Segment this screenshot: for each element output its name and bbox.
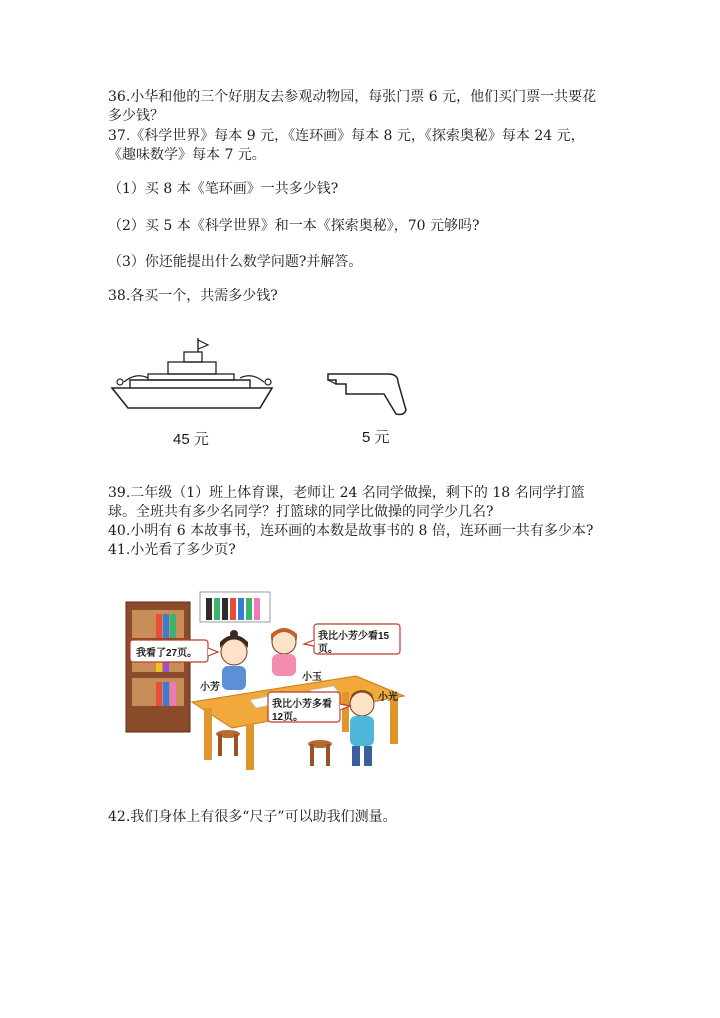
bubble-yu-text-1: 我比小芳少看15 [318,631,390,642]
label-fang: 小芳 [200,682,220,693]
q37-line1: 37.《科学世界》每本 9 元，《连环画》每本 8 元，《探索奥秘》每本 24 元， [108,128,585,144]
ship-price: 45 元 [173,431,209,448]
q37-line2: 《趣味数学》每本 7 元。 [108,147,266,163]
q42-text: 42.我们身体上有很多“尺子”可以助我们测量。 [108,809,397,825]
q37-sub2: （2）买 5 本《科学世界》和一本《探索奥秘》，70 元够吗? [108,218,480,234]
bubble-yu-text-2: 页。 [318,644,338,655]
q36-line2: 多少钱？ [108,108,164,124]
classroom-illustration [120,584,410,774]
ship-drawing [110,336,280,418]
bubble-guang-text-2: 12页。 [272,712,304,723]
q37-sub3: （3）你还能提出什么数学问题?并解答。 [108,254,363,270]
gun-price: 5 元 [362,429,390,446]
label-yu: 小玉 [302,672,322,683]
q39-line2: 球。全班共有多少名同学？打篮球的同学比做操的同学少几名? [108,504,494,520]
q37-sub1: （1）买 8 本《笔环画》一共多少钱? [108,181,339,197]
bubble-fang-text: 我看了27页。 [136,648,198,659]
toy-gun-drawing [326,370,410,418]
q39-line1: 39.二年级（1）班上体育课，老师让 24 名同学做操，剩下的 18 名同学打篮 [108,485,585,501]
label-guang: 小光 [378,692,398,703]
q38-text: 38.各买一个，共需多少钱? [108,288,278,304]
q41-text: 41.小光看了多少页? [108,542,236,558]
q36-line1: 36.小华和他的三个好朋友去参观动物园，每张门票 6 元，他们买门票一共要花 [108,89,597,105]
q40-text: 40.小明有 6 本故事书，连环画的本数是故事书的 8 倍，连环画一共有多少本? [108,523,594,539]
bubble-guang-text-1: 我比小芳多看 [272,699,332,710]
